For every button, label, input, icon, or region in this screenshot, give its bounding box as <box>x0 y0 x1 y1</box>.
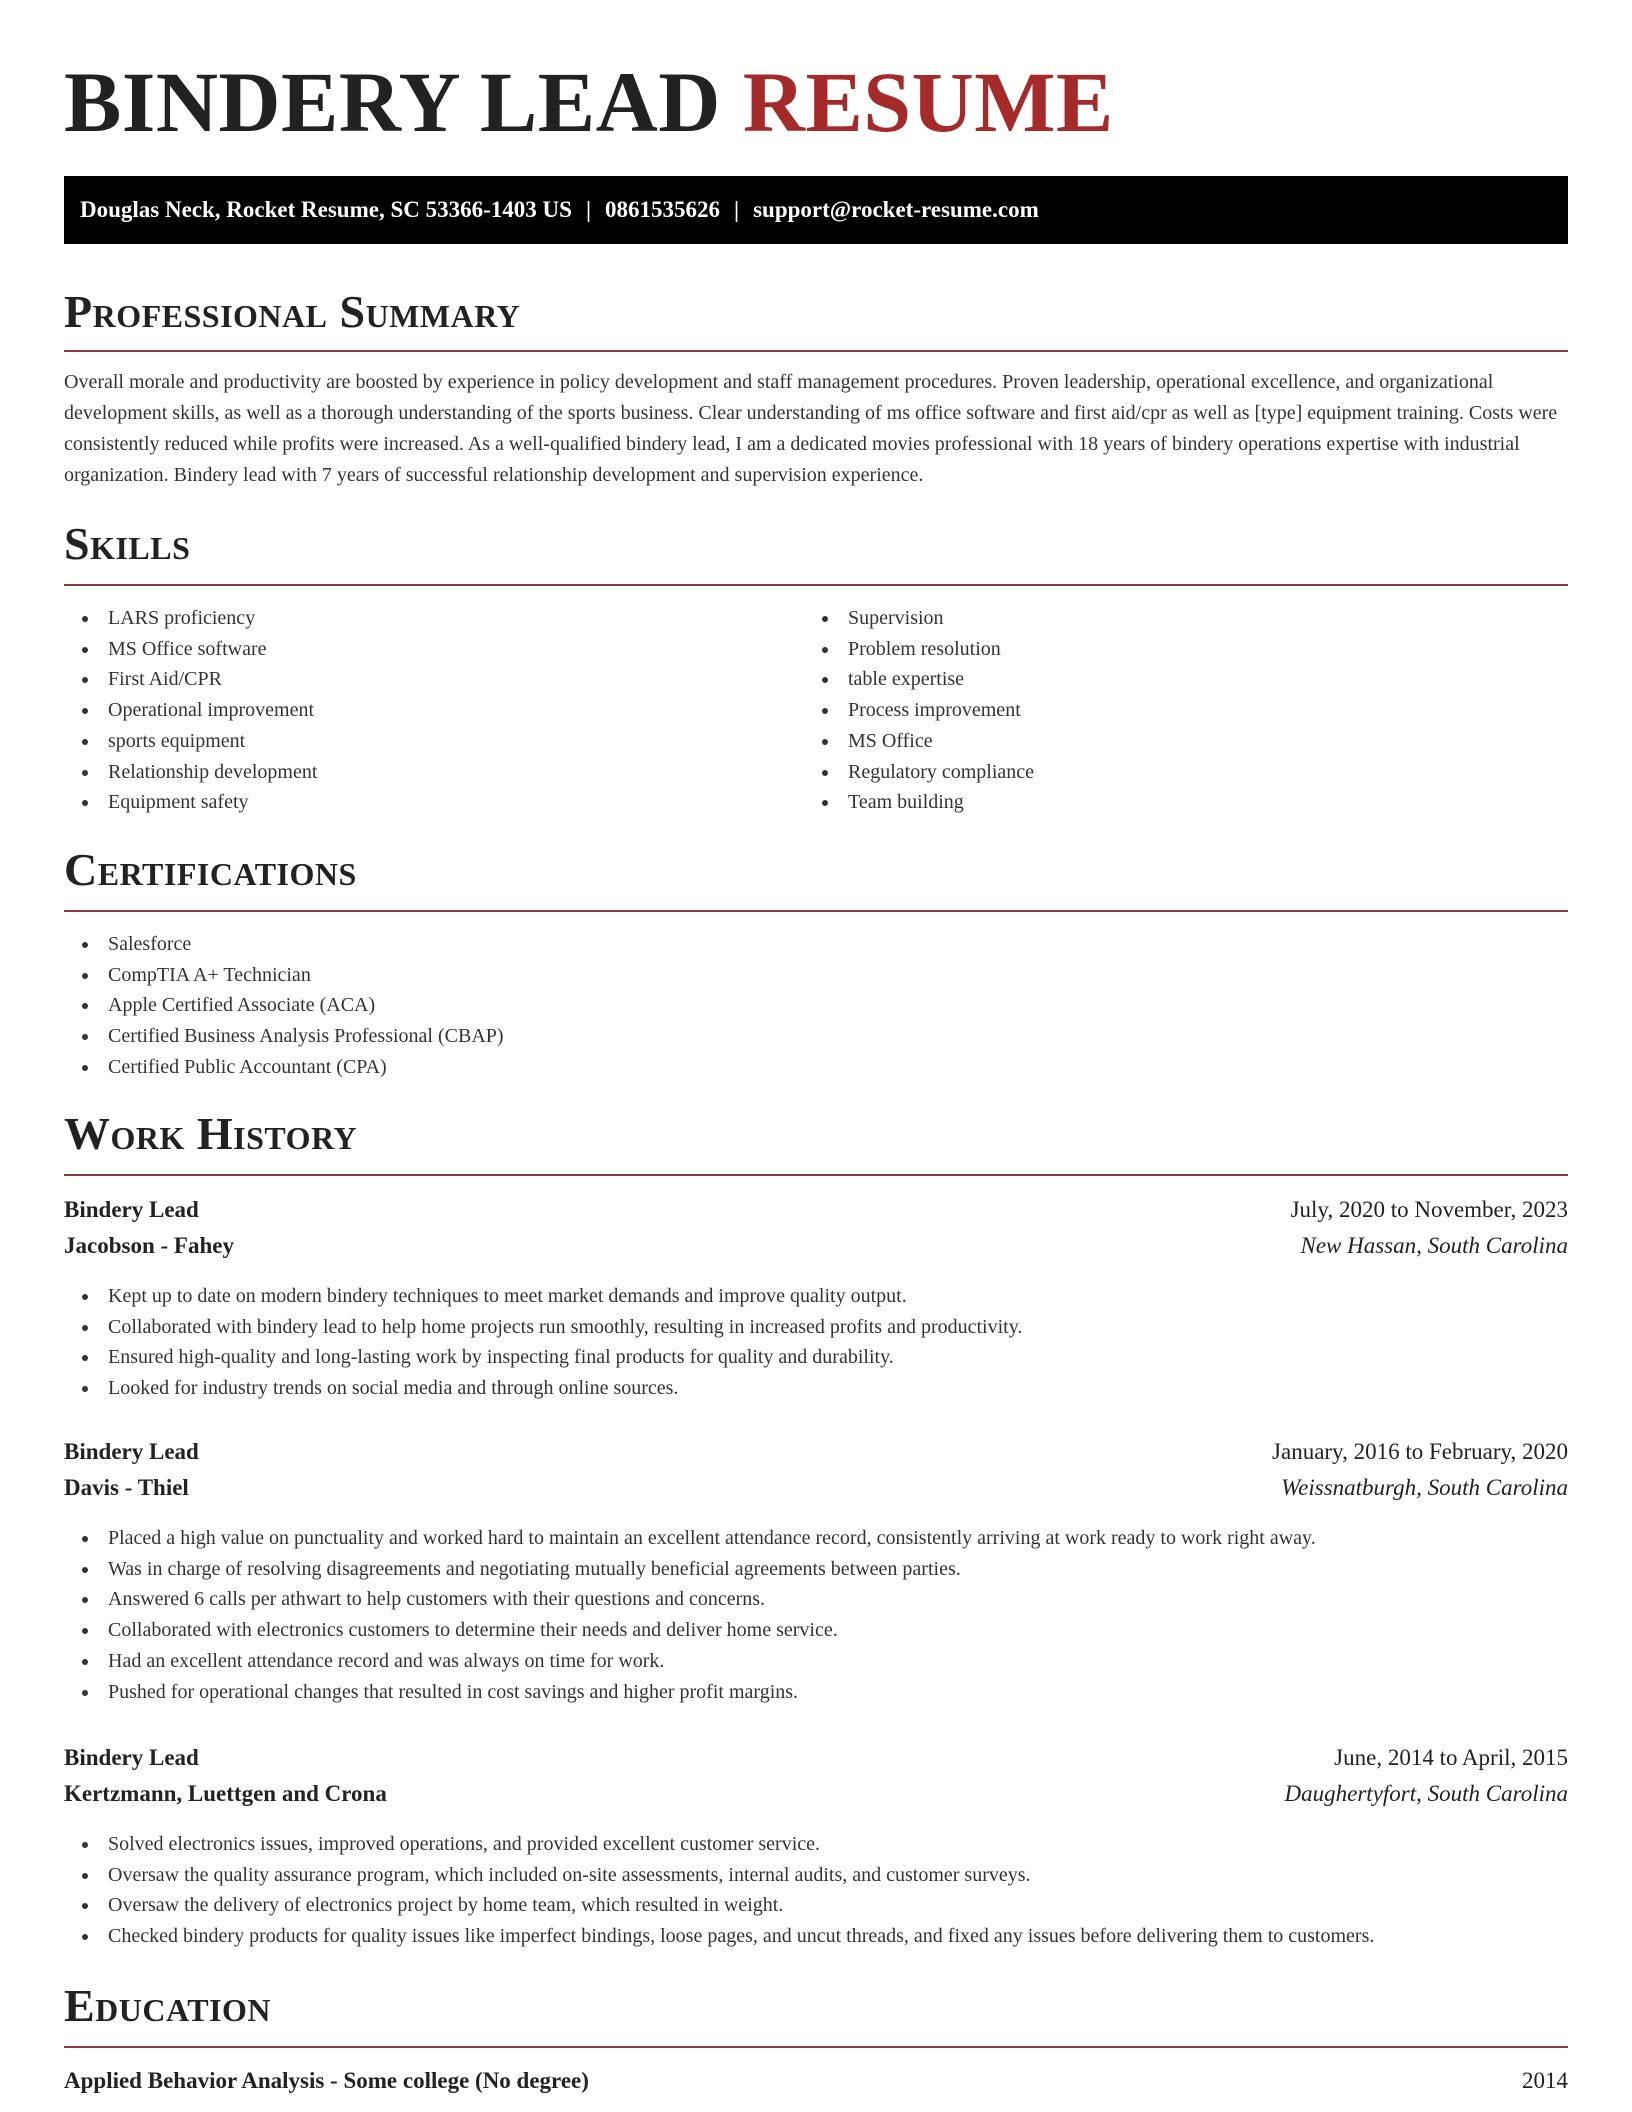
skill-item: MS Office software <box>64 634 784 665</box>
job-duty-item: Had an excellent attendance record and was always on time for work. <box>64 1646 1568 1677</box>
job-company: Davis - Thiel <box>64 1475 189 1500</box>
skill-item: Supervision <box>804 603 1544 634</box>
skill-item: Regulatory compliance <box>804 757 1544 788</box>
contact-separator: | <box>734 197 740 222</box>
job-title: Bindery Lead <box>64 1439 199 1464</box>
job-duty-item: Collaborated with electronics customers to determine their needs and deliver home service. <box>64 1615 1568 1646</box>
job-location: Daughertyfort, South Carolina <box>1284 1781 1568 1806</box>
job-duty-item: Collaborated with bindery lead to help home projects run smoothly, resulting in increased profits and productivity. <box>64 1312 1568 1343</box>
section-divider <box>64 350 1568 352</box>
certification-item: Apple Certified Associate (ACA) <box>64 990 1568 1021</box>
contact-separator: | <box>585 197 592 222</box>
job-dates: January, 2016 to February, 2020 <box>1272 1439 1568 1464</box>
skill-item: Operational improvement <box>64 695 784 726</box>
job-duty-item: Pushed for operational changes that resulted in cost savings and higher profit margins. <box>64 1677 1568 1708</box>
certification-item: Certified Business Analysis Professional (CBAP) <box>64 1021 1568 1052</box>
contact-email: support@rocket-resume.com <box>753 197 1039 222</box>
job-company: Jacobson - Fahey <box>64 1233 234 1258</box>
skills-list-left <box>64 603 784 818</box>
title-part-job: BINDERY LEAD <box>64 54 721 150</box>
job-company: Kertzmann, Luettgen and Crona <box>64 1781 387 1806</box>
job-title: Bindery Lead <box>64 1197 199 1222</box>
job-duty-item: Oversaw the quality assurance program, which included on-site assessments, internal audits, and customer surveys. <box>64 1860 1568 1891</box>
job-duty-item: Checked bindery products for quality issues like imperfect bindings, loose pages, and uncut threads, and fixed any issues before delivering them to customers. <box>64 1921 1568 1952</box>
section-divider <box>64 584 1568 586</box>
education-year: 2014 <box>1522 2068 1568 2093</box>
job-location: Weissnatburgh, South Carolina <box>1281 1475 1568 1500</box>
skill-item: Team building <box>804 787 1544 818</box>
job-location: New Hassan, South Carolina <box>1300 1233 1568 1258</box>
section-heading-work-history: Work History <box>64 1108 358 1159</box>
job-dates: June, 2014 to April, 2015 <box>1334 1745 1568 1770</box>
job-duty-item: Solved electronics issues, improved operations, and provided excellent customer service. <box>64 1829 1568 1860</box>
certification-item: Salesforce <box>64 929 1568 960</box>
skill-item: Equipment safety <box>64 787 784 818</box>
section-divider <box>64 1174 1568 1176</box>
job-duty-item: Placed a high value on punctuality and worked hard to maintain an excellent attendance record, consistently arriving at work ready to work right away. <box>64 1523 1568 1554</box>
skill-item: LARS proficiency <box>64 603 784 634</box>
job-duties-list <box>64 1281 1568 1404</box>
job-duties-list <box>64 1523 1568 1707</box>
section-heading-certifications: Certifications <box>64 844 357 895</box>
section-divider <box>64 910 1568 912</box>
skill-item: First Aid/CPR <box>64 664 784 695</box>
section-divider <box>64 2046 1568 2048</box>
skill-item: table expertise <box>804 664 1544 695</box>
job-duty-item: Oversaw the delivery of electronics project by home team, which resulted in weight. <box>64 1890 1568 1921</box>
section-heading-summary: Professional Summary <box>64 286 521 337</box>
summary-text: Overall morale and productivity are boosted by experience in policy development and staff management procedures. Proven leadership, operational excellence, and organizational development skills, as well as a thorough understanding of the sports business. Clear understanding of ms office software and first aid/cpr as well as [type] equipment training. Costs were consistently reduced while profits were increased. As a well-qualified bindery lead, I am a dedicated movies professional with 18 years of bindery operations expertise with industrial organization. Bindery lead with 7 years of successful relationship development and supervision experience. <box>64 371 1558 486</box>
contact-address: Douglas Neck, Rocket Resume, SC 53366-1403 US <box>80 197 572 222</box>
job-duty-item: Kept up to date on modern bindery techniques to meet market demands and improve quality output. <box>64 1281 1568 1312</box>
section-heading-skills: Skills <box>64 518 191 569</box>
job-title: Bindery Lead <box>64 1745 199 1770</box>
resume-title <box>64 52 1114 152</box>
title-part-resume: RESUME <box>742 54 1114 150</box>
job-dates: July, 2020 to November, 2023 <box>1290 1197 1568 1222</box>
skill-item: Relationship development <box>64 757 784 788</box>
education-degree: Applied Behavior Analysis - Some college (No degree) <box>64 2068 589 2093</box>
job-duty-item: Looked for industry trends on social media and through online sources. <box>64 1373 1568 1404</box>
certification-item: CompTIA A+ Technician <box>64 960 1568 991</box>
skill-item: Problem resolution <box>804 634 1544 665</box>
certifications-list <box>64 929 1568 1083</box>
skills-list-right <box>804 603 1544 818</box>
job-duty-item: Was in charge of resolving disagreements and negotiating mutually beneficial agreements between parties. <box>64 1554 1568 1585</box>
skill-item: MS Office <box>804 726 1544 757</box>
job-duty-item: Answered 6 calls per athwart to help customers with their questions and concerns. <box>64 1584 1568 1615</box>
contact-phone: 0861535626 <box>605 197 721 222</box>
section-heading-education: Education <box>64 1980 272 2031</box>
skill-item: Process improvement <box>804 695 1544 726</box>
certification-item: Certified Public Accountant (CPA) <box>64 1052 1568 1083</box>
contact-bar <box>64 176 1568 244</box>
job-duty-item: Ensured high-quality and long-lasting work by inspecting final products for quality and durability. <box>64 1342 1568 1373</box>
skill-item: sports equipment <box>64 726 784 757</box>
job-duties-list <box>64 1829 1568 1952</box>
